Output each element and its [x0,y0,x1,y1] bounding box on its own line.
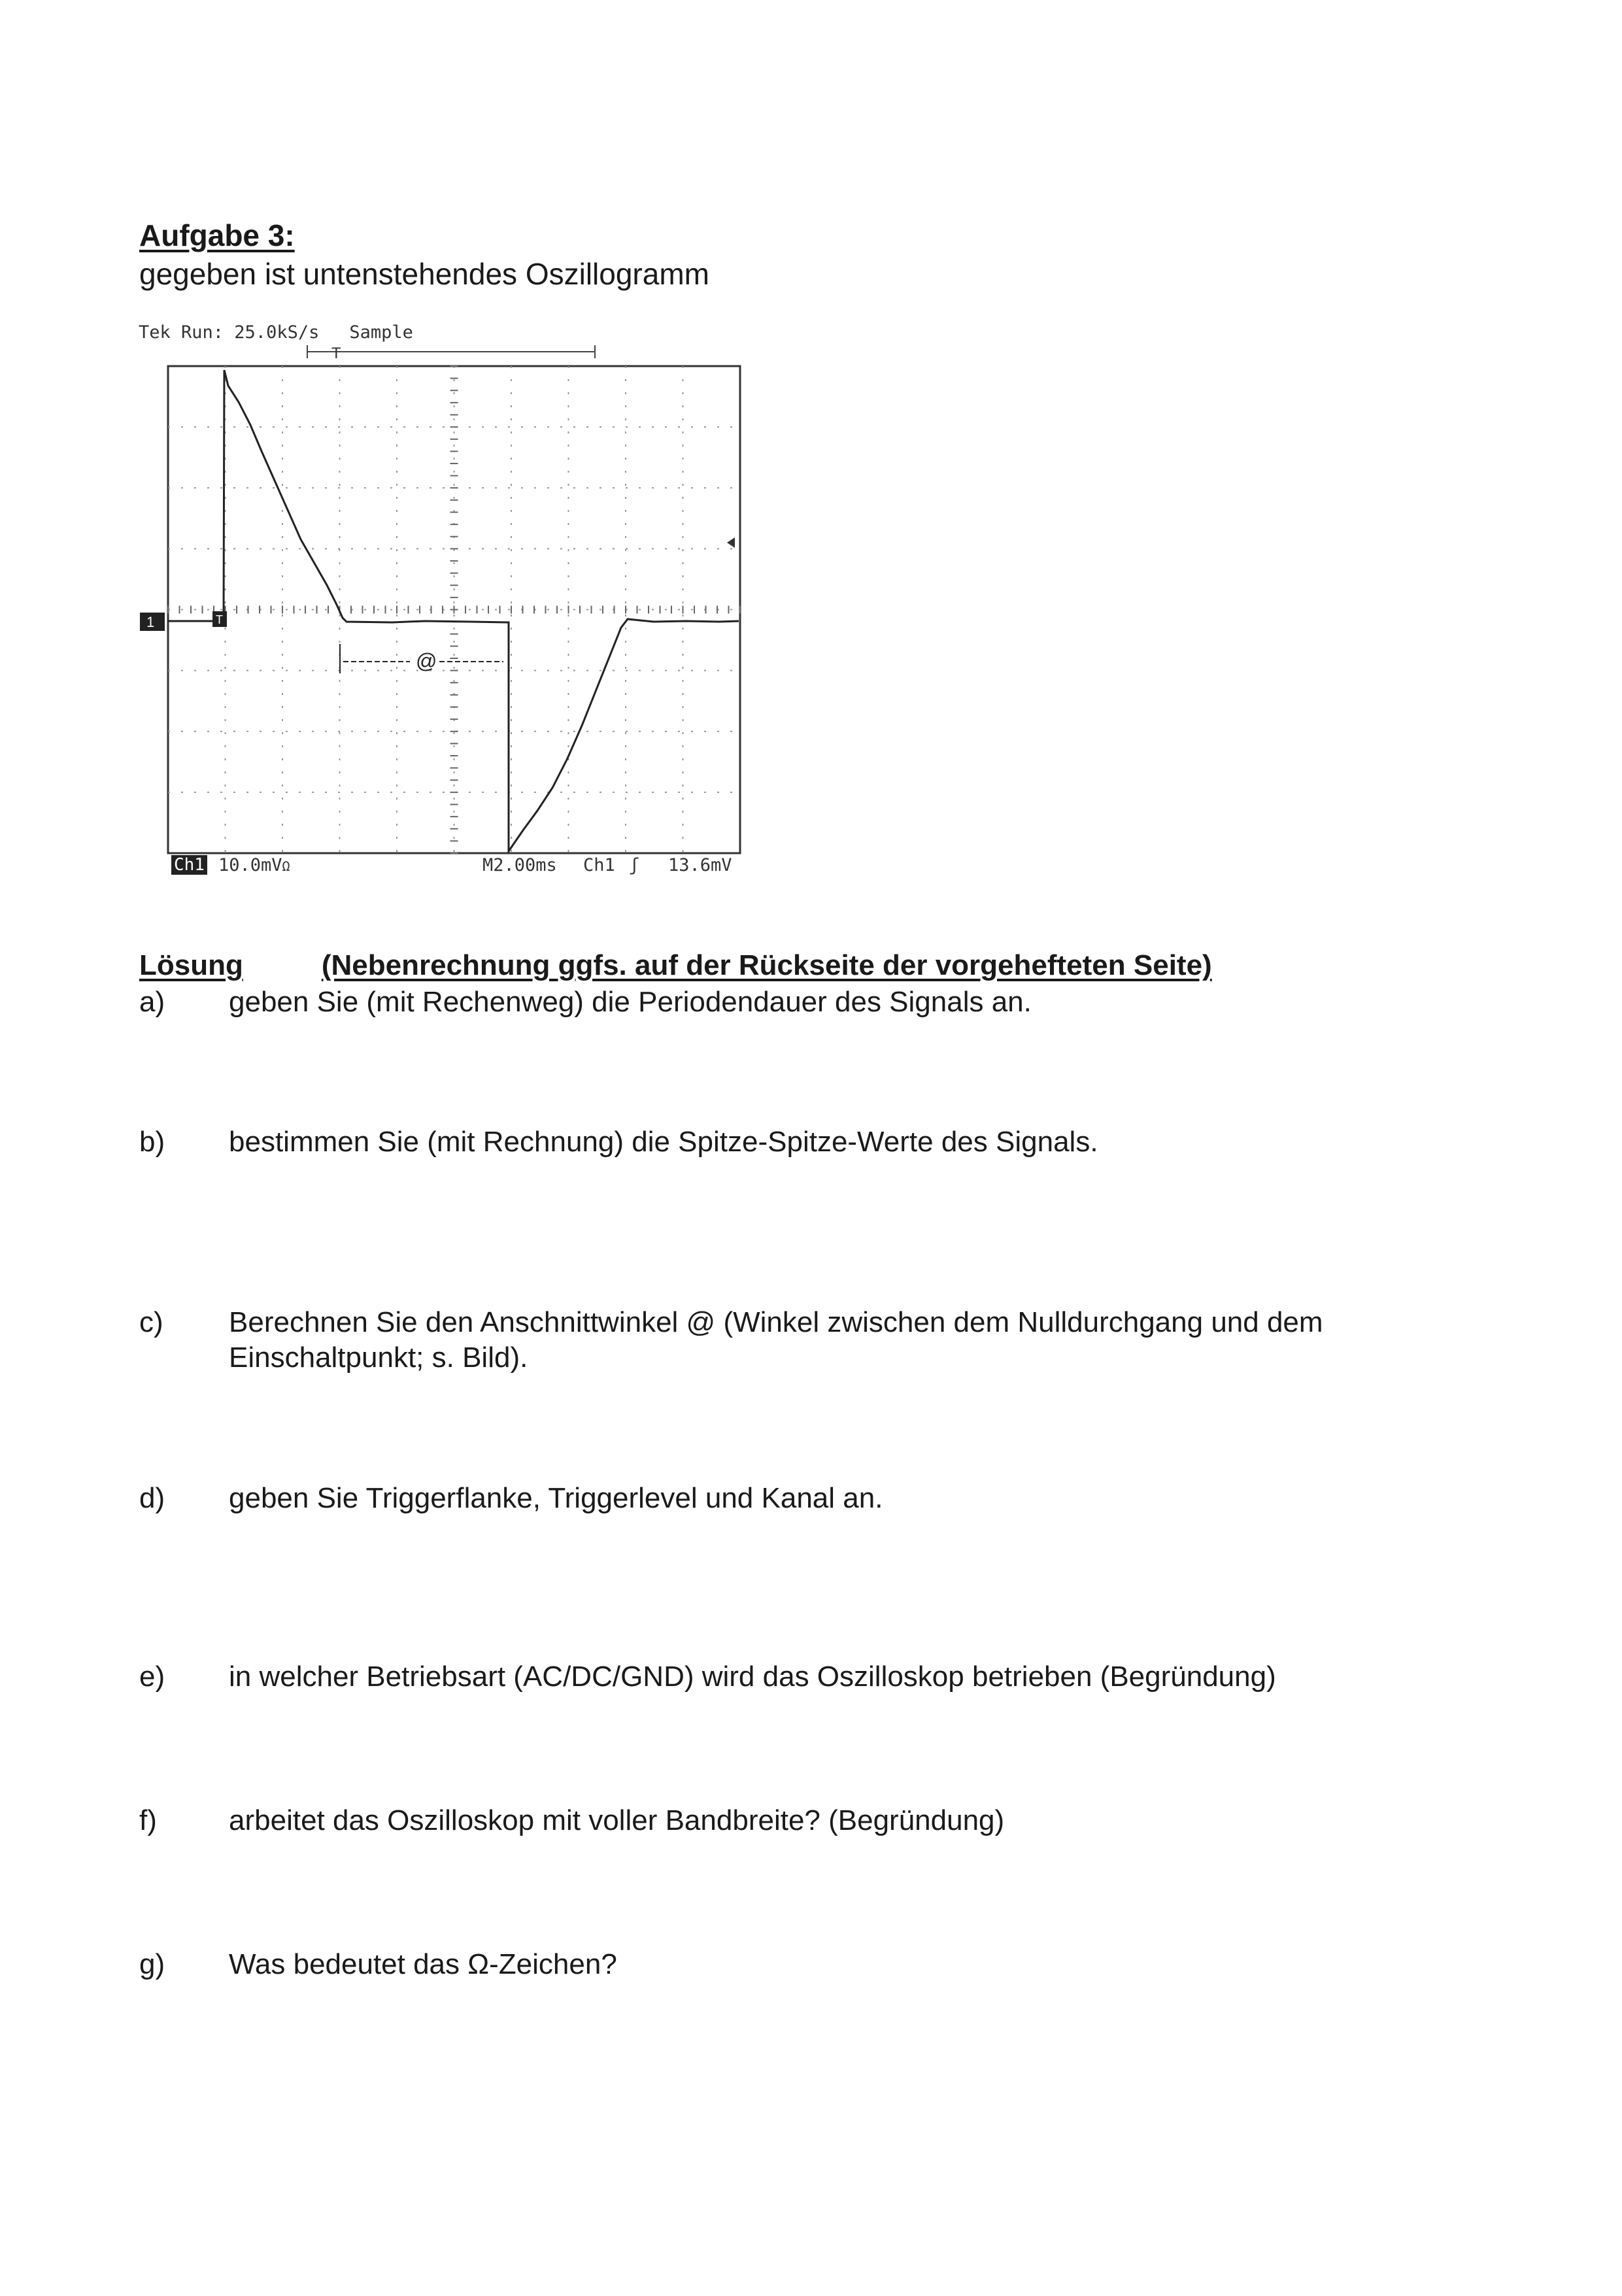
ground-reference-label: 1 [146,614,155,630]
question-text-a: geben Sie (mit Rechenweg) die Periodendauer des Signals an. [229,986,1032,1018]
task-subtitle: gegeben ist untenstehendes Oszillogramm [139,257,709,291]
question-label-b: b) [139,1126,165,1158]
angle-marker: @ [416,649,437,673]
question-label-g: g) [139,1948,165,1980]
scope-status-bar [171,854,747,880]
channel-badge: Ch1 [171,855,207,875]
scope-acquisition-info: Tek Run: 25.0kS/s [139,322,320,343]
question-label-c: c) [139,1306,163,1338]
trigger-slope-icon: ʃ [629,855,640,875]
period-marker-label: T [331,345,341,362]
question-text-d: geben Sie Triggerflanke, Triggerlevel und Kanal an. [229,1482,883,1514]
question-text-e: in welcher Betriebsart (AC/DC/GND) wird das Oszilloskop betrieben (Begründung) [229,1661,1276,1693]
question-text-c: Berechnen Sie den Anschnittwinkel @ (Winkel zwischen dem Nulldurchgang und dem Einschaltpunkt; s. Bild). [229,1306,1323,1374]
question-text-f: arbeitet das Oszilloskop mit voller Bandbreite? (Begründung) [229,1804,1005,1836]
trigger-level: 13.6mV [668,855,732,875]
question-label-a: a) [139,986,165,1018]
trigger-source: Ch1 [583,855,615,875]
scope-mode: Sample [349,322,413,343]
solution-heading [139,949,1212,982]
question-text-b: bestimmen Sie (mit Rechnung) die Spitze-Spitze-Werte des Signals. [229,1126,1098,1158]
channel-scale: 10.0mVΩ [218,855,290,875]
bandwidth-omega-symbol: Ω [282,858,290,874]
solution-title: Lösung [139,949,243,981]
question-label-f: f) [139,1804,157,1836]
question-text-g: Was bedeutet das Ω-Zeichen? [229,1948,617,1980]
period-bracket [307,345,595,358]
question-label-e: e) [139,1661,165,1693]
task-title: Aufgabe 3: [139,218,295,252]
trigger-position-label: T [216,613,223,626]
question-label-d: d) [139,1482,165,1514]
time-base: M2.00ms [482,855,557,875]
solution-note: (Nebenrechnung ggfs. auf der Rückseite der vorgehefteten Seite) [321,949,1212,981]
